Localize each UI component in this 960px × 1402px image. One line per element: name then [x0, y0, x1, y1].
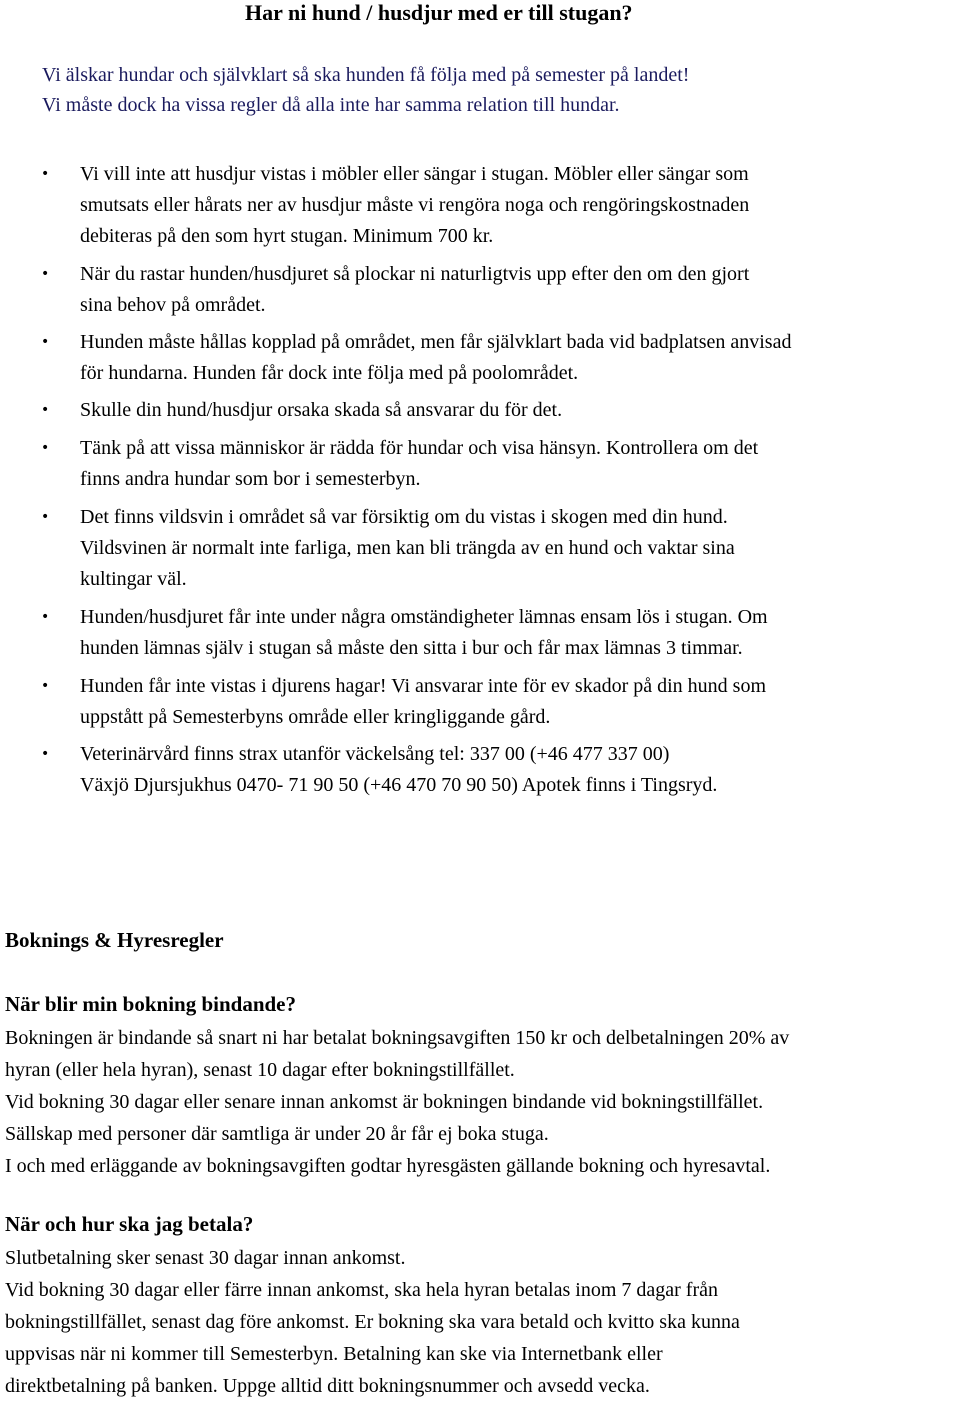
rule-line: Vi vill inte att husdjur vistas i möbler eller sängar i stugan. Möbler eller sängar som [80, 163, 749, 185]
payment-heading: När och hur ska jag betala? [5, 1212, 254, 1236]
rule-line: uppstått på Semesterbyns område eller kringliggande gård. [80, 706, 551, 728]
rule-line: smutsats eller hårats ner av husdjur måste vi rengöra noga och rengöringskostnaden [80, 194, 750, 216]
paragraph-line: hyran (eller hela hyran), senast 10 dagar efter bokningstillfället. [5, 1059, 515, 1081]
list-item [41, 259, 950, 321]
binding-heading: När blir min bokning bindande? [5, 992, 297, 1016]
rule-line: finns andra hundar som bor i semesterbyn. [80, 468, 421, 490]
paragraph-line: Vid bokning 30 dagar eller färre innan ankomst, ska hela hyran betalas inom 7 dagar från [5, 1279, 718, 1301]
rule-line: Skulle din hund/husdjur orsaka skada så ansvarar du för det. [80, 399, 563, 421]
bullet-icon: • [41, 440, 50, 456]
list-item [41, 602, 950, 664]
pets-intro [42, 60, 689, 120]
paragraph-line: I och med erläggande av bokningsavgiften godtar hyresgästen gällande bokning och hyresavtal. [5, 1155, 771, 1177]
list-item [41, 433, 950, 495]
rule-line: Hunden måste hållas kopplad på området, men får självklart bada vid badplatsen anvisad [80, 331, 792, 353]
payment-paragraph [5, 1242, 960, 1402]
paragraph-line: Slutbetalning sker senast 30 dagar innan ankomst. [5, 1247, 406, 1269]
bullet-icon: • [41, 746, 50, 762]
rule-line: Växjö Djursjukhus 0470- 71 90 50 (+46 470 70 90 50) Apotek finns i Tingsryd. [80, 774, 718, 796]
bullet-icon: • [41, 402, 50, 418]
booking-title: Boknings & Hyresregler [5, 928, 224, 952]
bullet-icon: • [41, 334, 50, 350]
pets-title: Har ni hund / husdjur med er till stugan? [245, 0, 633, 25]
paragraph-line: Vid bokning 30 dagar eller senare innan ankomst är bokningen bindande vid bokningstillfället. [5, 1091, 764, 1113]
rule-line: sina behov på området. [80, 294, 266, 316]
rule-line: Hunden/husdjuret får inte under några omständigheter lämnas ensam lös i stugan. Om [80, 606, 768, 628]
rule-line: Veterinärvård finns strax utanför väckelsång tel: 337 00 (+46 477 337 00) [80, 743, 670, 765]
intro-line: Vi måste dock ha vissa regler då alla inte har samma relation till hundar. [42, 94, 620, 116]
paragraph-line: Sällskap med personer där samtliga är under 20 år får ej boka stuga. [5, 1123, 549, 1145]
bullet-icon: • [41, 678, 50, 694]
rule-line: för hundarna. Hunden får dock inte följa med på poolområdet. [80, 362, 579, 384]
list-item [41, 502, 950, 595]
list-item [41, 739, 950, 801]
rule-line: Det finns vildsvin i området så var försiktig om du vistas i skogen med din hund. [80, 506, 728, 528]
bullet-icon: • [41, 166, 50, 182]
bullet-icon: • [41, 609, 50, 625]
rule-line: debiteras på den som hyrt stugan. Minimum 700 kr. [80, 225, 494, 247]
list-item [41, 395, 950, 426]
paragraph-line: direktbetalning på banken. Uppge alltid ditt bokningsnummer och avsedd vecka. [5, 1375, 650, 1397]
rule-line: hunden lämnas själv i stugan så måste den sitta i bur och får max lämnas 3 timmar. [80, 637, 743, 659]
list-item [41, 159, 950, 252]
rule-line: När du rastar hunden/husdjuret så plockar ni naturligtvis upp efter den om den gjort [80, 263, 750, 285]
list-item [41, 671, 950, 733]
paragraph-line: bokningstillfället, senast dag före ankomst. Er bokning ska vara betald och kvitto ska kunna [5, 1311, 740, 1333]
binding-paragraph [5, 1022, 960, 1182]
paragraph-line: Bokningen är bindande så snart ni har betalat bokningsavgiften 150 kr och delbetalningen 20% av [5, 1027, 790, 1049]
bullet-icon: • [41, 266, 50, 282]
rule-line: Hunden får inte vistas i djurens hagar! Vi ansvarar inte för ev skador på din hund som [80, 675, 767, 697]
paragraph-line: uppvisas när ni kommer till Semesterbyn. Betalning kan ske via Internetbank eller [5, 1343, 663, 1365]
rule-line: Tänk på att vissa människor är rädda för hundar och visa hänsyn. Kontrollera om det [80, 437, 759, 459]
list-item [41, 327, 950, 389]
intro-line: Vi älskar hundar och självklart så ska hunden få följa med på semester på landet! [42, 64, 690, 86]
rule-line: kultingar väl. [80, 568, 187, 590]
rule-line: Vildsvinen är normalt inte farliga, men kan bli trängda av en hund och vaktar sina [80, 537, 735, 559]
bullet-icon: • [41, 509, 50, 525]
